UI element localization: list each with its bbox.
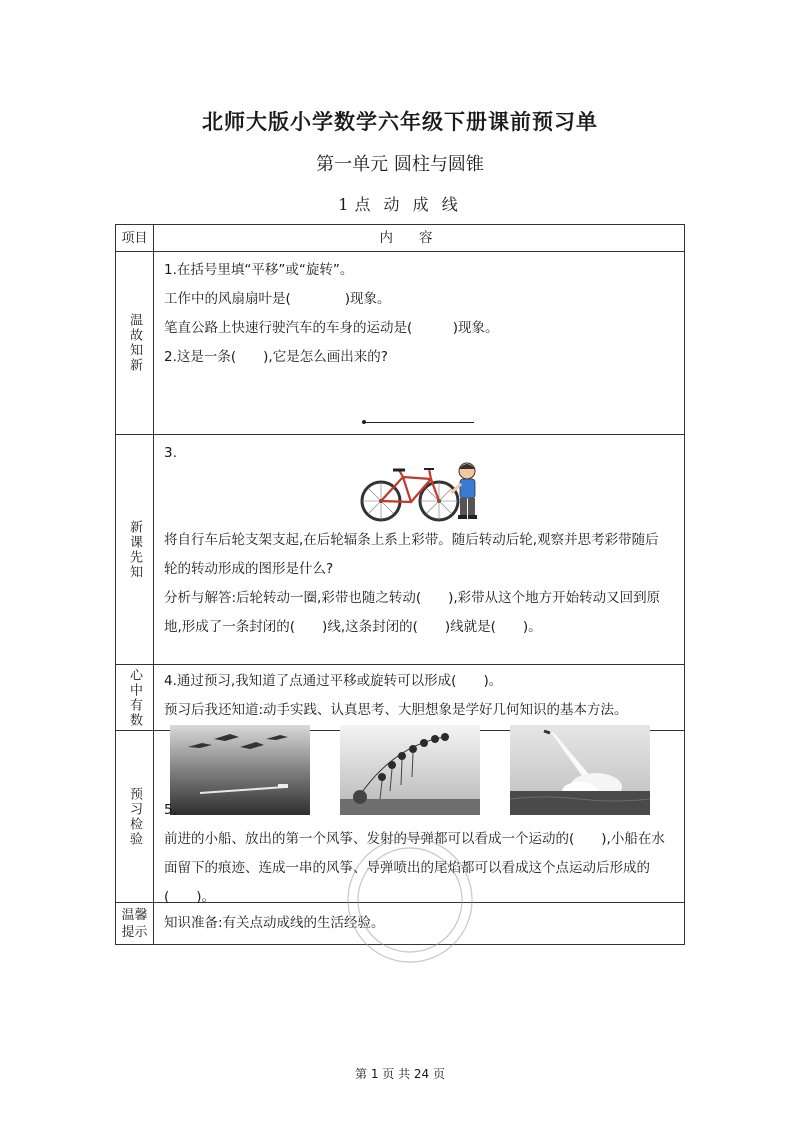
- header-content: 内容: [379, 229, 459, 246]
- row-label: 温馨提示: [116, 903, 154, 944]
- row-content: [154, 731, 684, 905]
- row-content: [154, 435, 684, 664]
- question-body: [164, 796, 674, 912]
- lesson-name: 点 动 成 线: [354, 195, 462, 214]
- row-content: [154, 665, 684, 730]
- unit-title: 第一单元 圆柱与圆锥: [316, 154, 484, 175]
- content-line: 预习后我还知道:动手实践、认真思考、大胆想象是学好几何知识的基本方法。: [164, 702, 628, 718]
- lesson-title: [0, 192, 800, 215]
- row-content: [154, 903, 684, 944]
- content-line: ( )。: [164, 889, 216, 905]
- content-line: 轮的转动形成的图形是什么?: [164, 561, 334, 577]
- content-line: 4.通过预习,我知道了点通过平移或旋转可以形成( )。: [164, 673, 503, 689]
- lesson-number: 1: [338, 195, 349, 214]
- content-line: 地,形成了一条封闭的( )线,这条封闭的( )线就是( )。: [164, 619, 542, 635]
- content-line: 1.在括号里填“平移”或“旋转”。: [164, 262, 354, 278]
- row-label: 温故知新: [116, 252, 154, 434]
- table-row: [116, 903, 684, 944]
- table-row: [116, 731, 684, 903]
- ray-endpoint: [362, 420, 366, 424]
- question-body: [164, 526, 674, 642]
- preview-table: [115, 224, 685, 945]
- document-title: 北师大版小学数学六年级下册课前预习单: [202, 110, 598, 134]
- content-line: 工作中的风扇扇叶是( )现象。: [164, 291, 391, 307]
- table-header-row: [116, 225, 684, 252]
- content-line: 将自行车后轮支架支起,在后轮辐条上系上彩带。随后转动后轮,观察并思考彩带随后: [164, 532, 659, 548]
- table-row: [116, 252, 684, 435]
- content-line: 知识准备:有关点动成线的生活经验。: [164, 915, 385, 931]
- content-line: 前进的小船、放出的第一个风筝、发射的导弹都可以看成一个运动的( ),小船在水: [164, 831, 665, 847]
- row-label: 心中有数: [116, 665, 154, 730]
- page-footer: 第 1 页 共 24 页: [355, 1067, 445, 1081]
- bicycle-boy-illustration: [359, 457, 484, 525]
- row-content: [154, 252, 684, 434]
- content-line: 面留下的痕迹、连成一串的风筝、导弹喷出的尾焰都可以看成这个点运动后形成的: [164, 860, 650, 876]
- row-label: 预习检验: [116, 731, 154, 902]
- question-number: 3.: [164, 445, 177, 461]
- content-line: 分析与解答:后轮转动一圈,彩带也随之转动( ),彩带从这个地方开始转动又回到原: [164, 590, 661, 606]
- header-label: 项目: [116, 225, 154, 251]
- table-row: [116, 435, 684, 665]
- question-number: 5.: [164, 802, 177, 818]
- ray-figure: [364, 422, 474, 423]
- content-line: 2.这是一条( ),它是怎么画出来的?: [164, 349, 388, 365]
- row-label: 新课先知: [116, 435, 154, 664]
- table-row: [116, 665, 684, 731]
- content-line: 笔直公路上快速行驶汽车的车身的运动是( )现象。: [164, 320, 499, 336]
